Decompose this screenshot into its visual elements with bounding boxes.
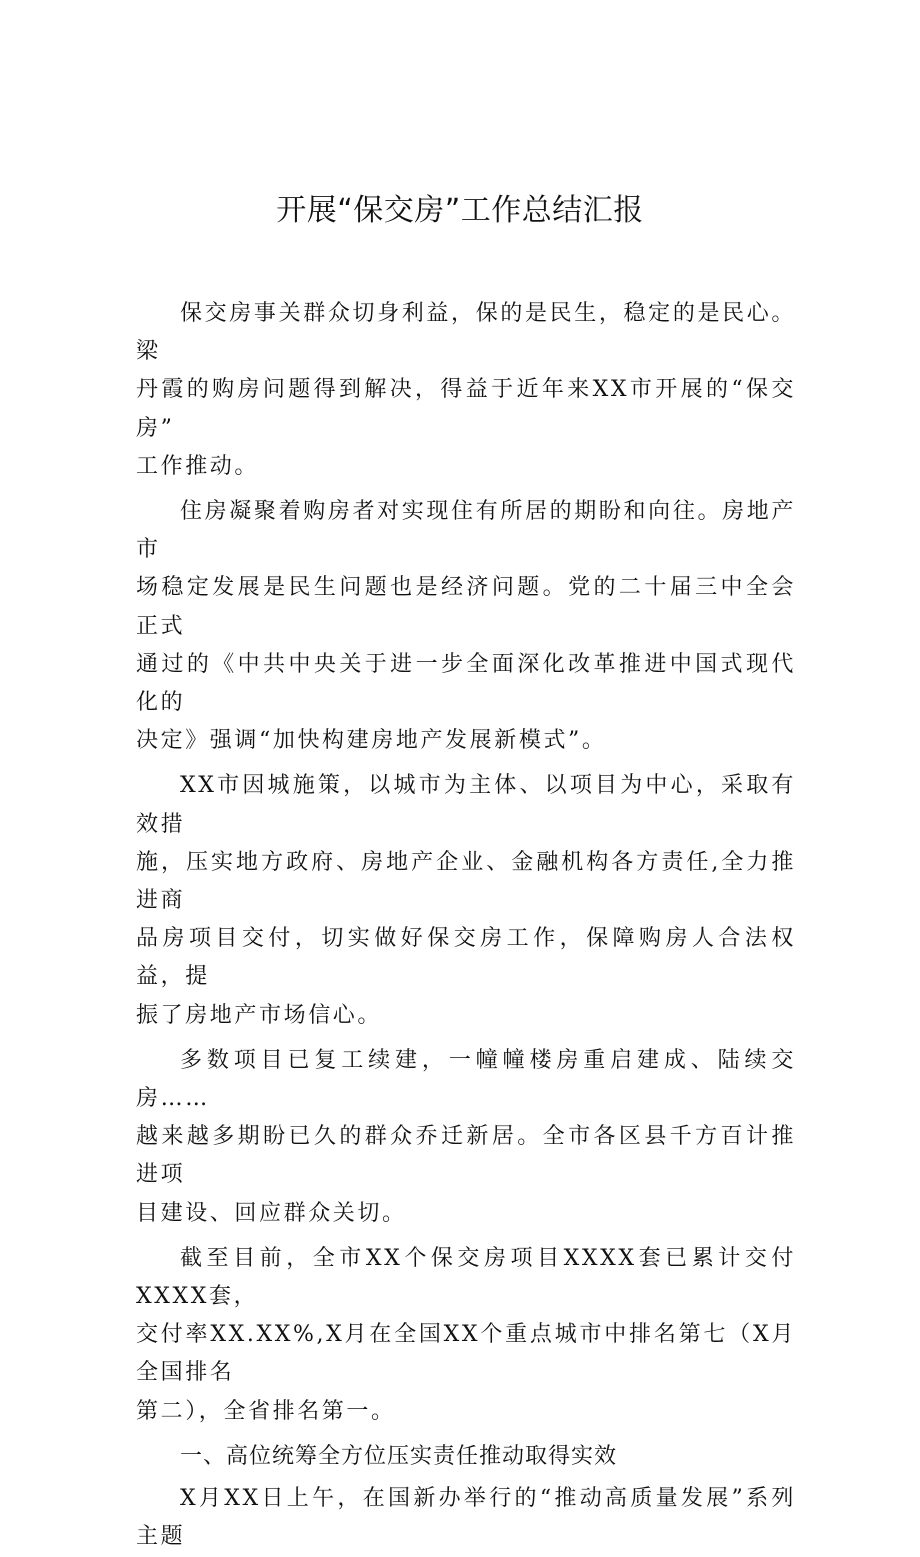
text-line: 决定》强调“加快构建房地产发展新模式”。 <box>136 728 607 754</box>
text-line: 保交房事关群众切身利益，保的是民生，稳定的是民心。梁 <box>136 301 796 365</box>
paragraph-6 <box>136 1480 796 1556</box>
text-line: 多数项目已复工续建，一幢幢楼房重启建成、陆续交房…… <box>136 1047 796 1112</box>
text-line: XX市因城施策，以城市为主体、以项目为中心，采取有效措 <box>136 773 796 837</box>
document-body <box>136 295 796 1557</box>
paragraph-3 <box>136 767 796 1034</box>
text-line: 施，压实地方政府、房地产企业、金融机构各方责任,全力推进商 <box>136 849 796 914</box>
text-line: 截至目前，全市XX个保交房项目XXXX套已累计交付XXXX套， <box>136 1245 796 1310</box>
text-line: 通过的《中共中央关于进一步全面深化改革推进中国式现代化的 <box>136 651 796 716</box>
text-line: 交付率XX.XX%,X月在全国XX个重点城市中排名第七（X月全国排名 <box>136 1322 796 1386</box>
text-line: X月XX日上午，在国新办举行的“推动高质量发展”系列主题 <box>136 1486 796 1550</box>
text-line: 振了房地产市场信心。 <box>136 1002 383 1028</box>
paragraph-5 <box>136 1240 796 1431</box>
text-line: 越来越多期盼已久的群众乔迁新居。全市各区县千方百计推进项 <box>136 1124 796 1188</box>
text-line: 丹霞的购房问题得到解决，得益于近年来XX市开展的“保交房” <box>136 377 796 441</box>
paragraph-4 <box>136 1042 796 1233</box>
text-line: 场稳定发展是民生问题也是经济问题。党的二十届三中全会正式 <box>136 575 796 639</box>
paragraph-1 <box>136 295 796 486</box>
text-line: 第二），全省排名第一。 <box>136 1398 396 1424</box>
text-line: 住房凝聚着购房者对实现住有所居的期盼和向往。房地产市 <box>136 499 796 563</box>
section-heading: 一、高位统筹全方位压实责任推动取得实效 <box>180 1443 618 1469</box>
text-line: 品房项目交付，切实做好保交房工作，保障购房人合法权益，提 <box>136 926 796 990</box>
paragraph-2 <box>136 493 796 760</box>
text-line: 工作推动。 <box>136 453 260 479</box>
document-title: 开展“保交房”工作总结汇报 <box>276 193 644 228</box>
text-line: 目建设、回应群众关切。 <box>136 1200 407 1226</box>
